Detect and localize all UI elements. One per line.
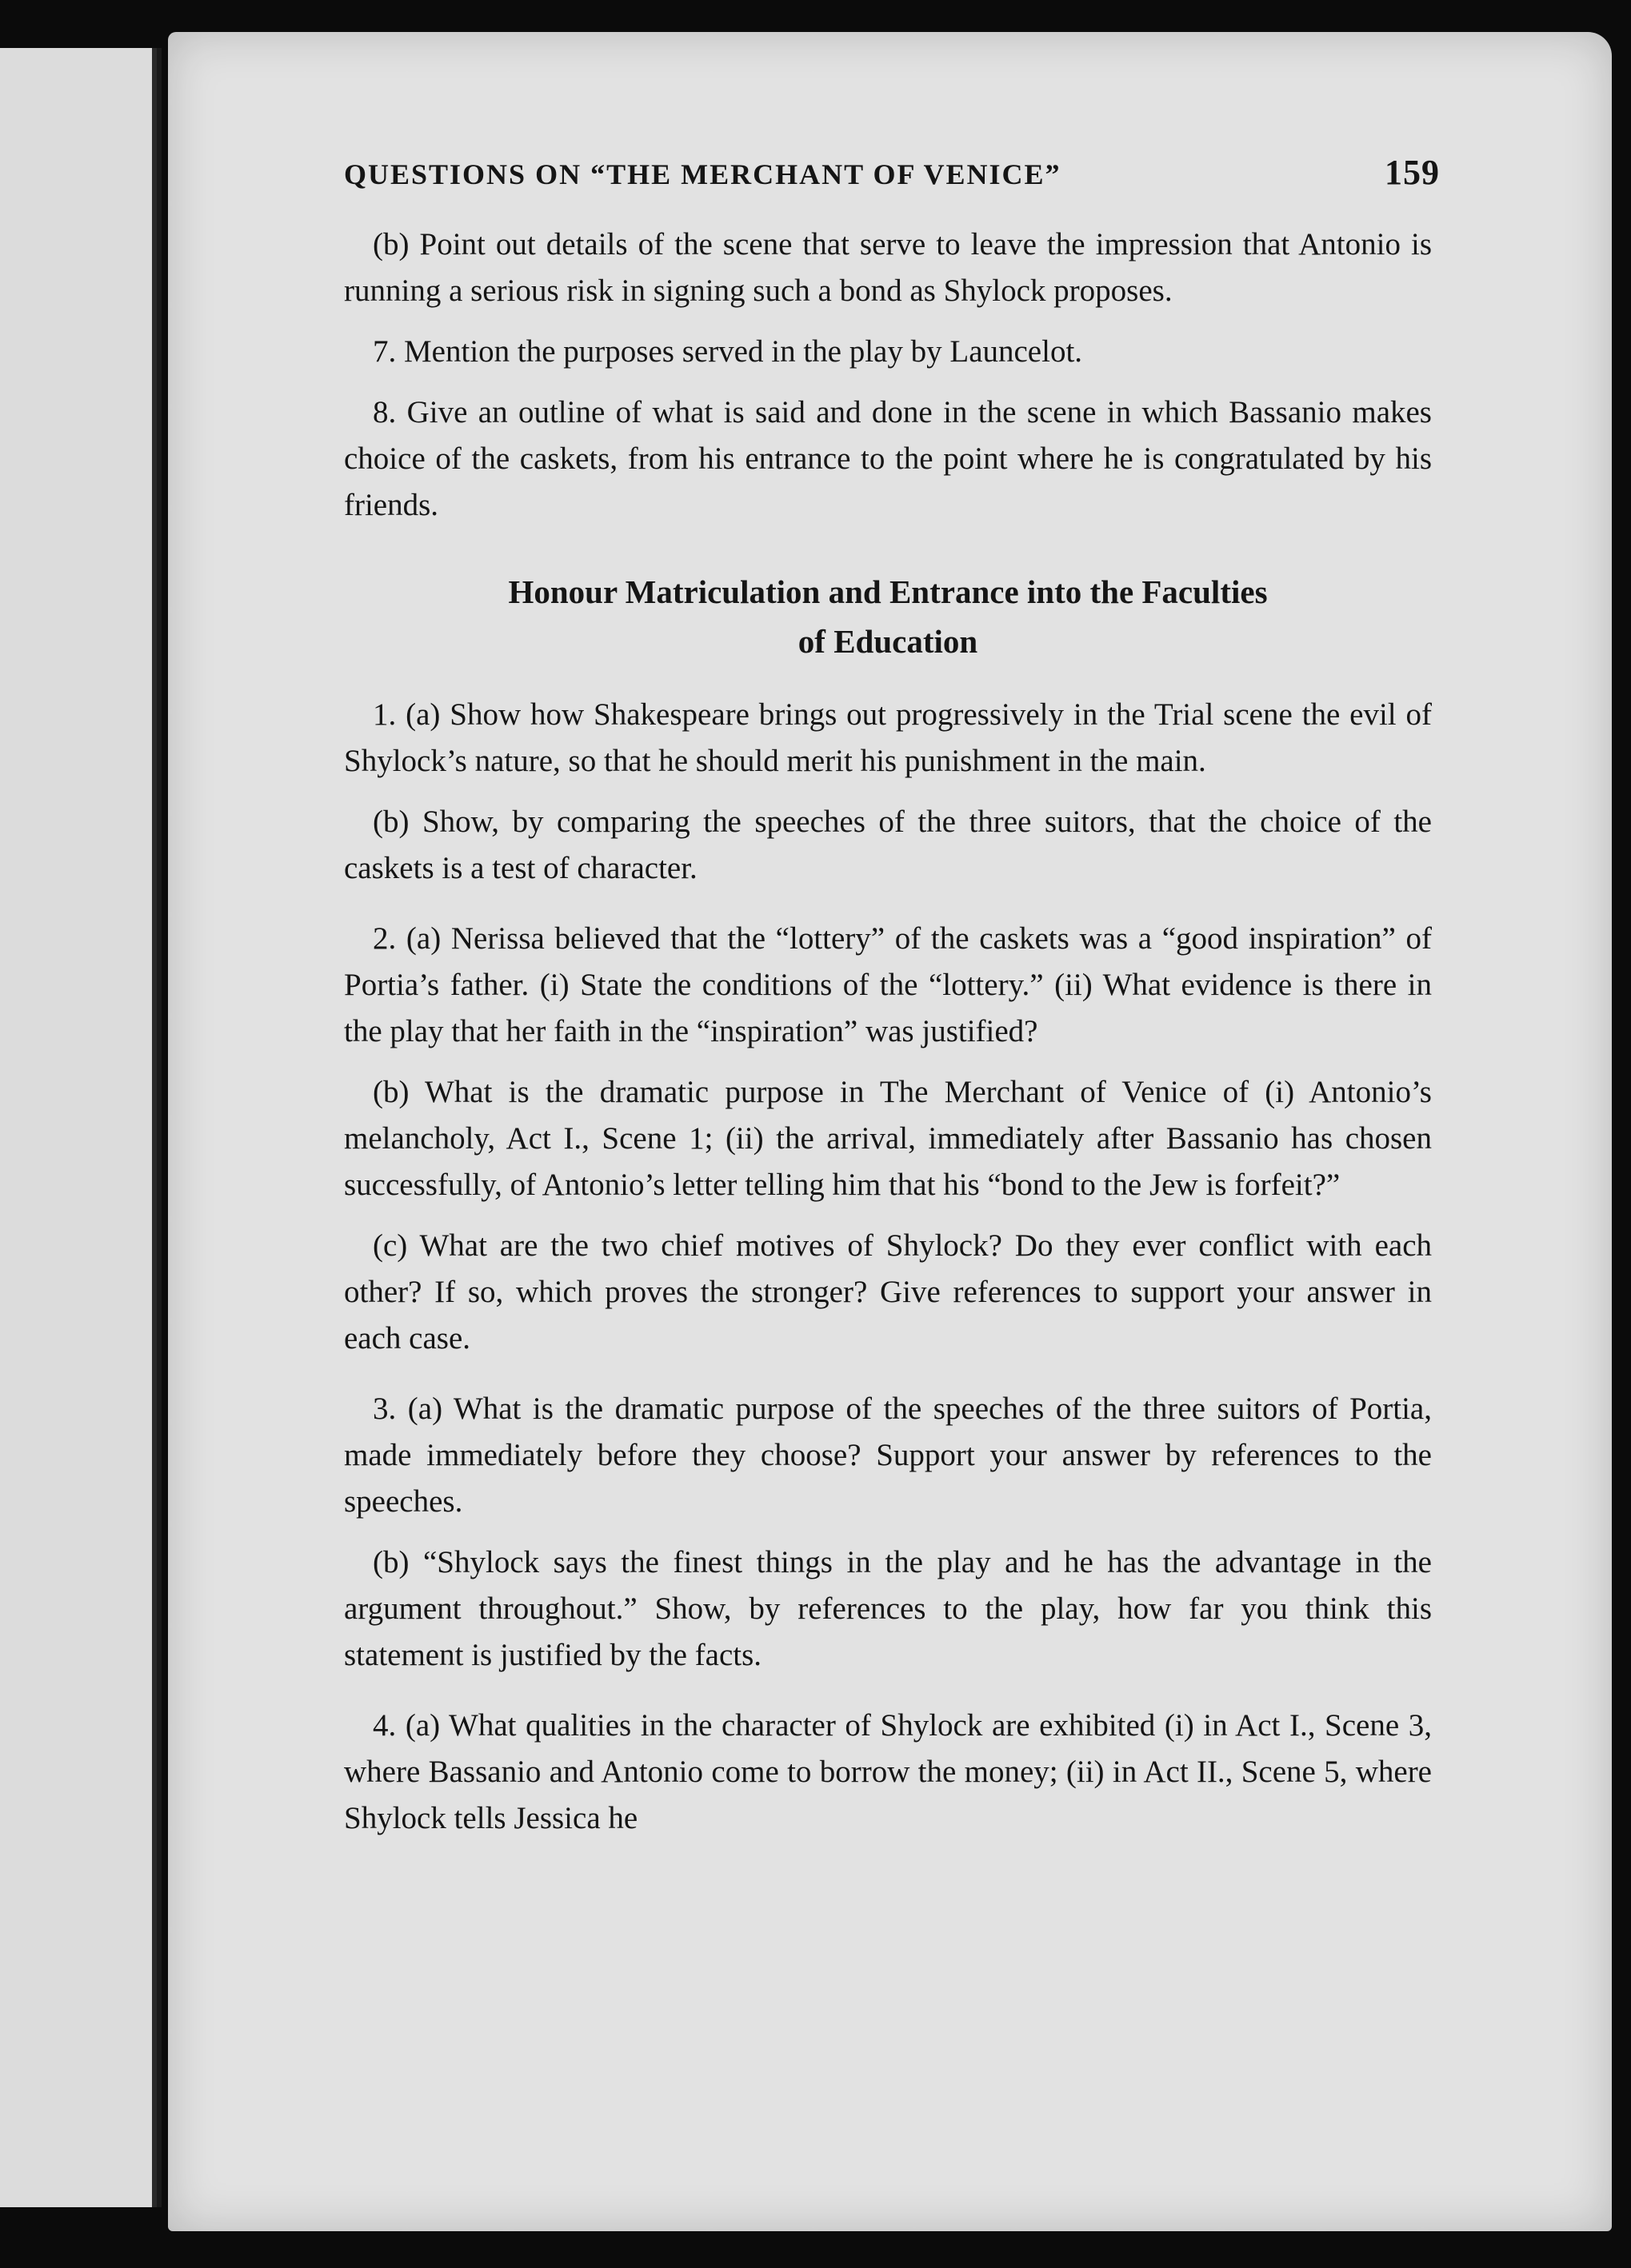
- question-1a: 1. (a) Show how Shakespeare brings out progressively in the Trial scene the evil of Shylock’s nature, so that he should merit his punishment in the main.: [344, 697, 1432, 778]
- question-4a: 4. (a) What qualities in the character of Shylock are exhibited (i) in Act I., Scene 3, where Bassanio and Antonio come to borrow the money; (ii) in Act II., Scene 5, where Shylock tells Jessica he: [344, 1708, 1432, 1835]
- running-title: QUESTIONS ON “THE MERCHANT OF VENICE”: [344, 158, 1061, 190]
- page-number: 159: [1385, 153, 1440, 192]
- question-2b: (b) What is the dramatic purpose in The Merchant of Venice of (i) Antonio’s melancholy, Act I., Scene 1; (ii) the arrival, immediately after Bassanio has chosen successfully, of Antonio’s letter telling him that his “bond to the Jew is forfeit?”: [344, 1075, 1432, 1202]
- question-6b: (b) Point out details of the scene that serve to leave the impression that Antonio is running a serious risk in signing such a bond as Shylock proposes.: [344, 227, 1432, 308]
- question-3b: (b) “Shylock says the finest things in the play and he has the advantage in the argument throughout.” Show, by references to the play, how far you think this statement is justified by the facts.: [344, 1545, 1432, 1672]
- question-7: 7. Mention the purposes served in the play by Launcelot.: [373, 334, 1083, 369]
- question-3a: 3. (a) What is the dramatic purpose of the speeches of the three suitors of Portia, made immediately before they choose? Support your answer by references to the speeches.: [344, 1392, 1432, 1519]
- question-2a: 2. (a) Nerissa believed that the “lottery” of the caskets was a “good inspiration” of Portia’s father. (i) State the conditions of the “lottery.” (ii) What evidence is there in the play that her faith in the “inspiration” was justified?: [344, 921, 1432, 1048]
- section-heading-line-1: Honour Matriculation and Entrance into the Faculties: [508, 573, 1268, 610]
- left-page-edge: [0, 48, 162, 2207]
- book-gutter: [152, 48, 157, 2207]
- section-heading-line-2: of Education: [798, 623, 978, 660]
- page-content: [344, 152, 1440, 1856]
- section-heading: [344, 567, 1432, 666]
- book-page: [168, 32, 1612, 2231]
- running-header: [344, 152, 1440, 193]
- question-1b: (b) Show, by comparing the speeches of the three suitors, that the choice of the caskets is a test of character.: [344, 805, 1432, 885]
- question-2c: (c) What are the two chief motives of Shylock? Do they ever conflict with each other? If so, which proves the stronger? Give references to support your answer in each case.: [344, 1228, 1432, 1356]
- question-8: 8. Give an outline of what is said and done in the scene in which Bassanio makes choice of the caskets, from his entrance to the point where he is congratulated by his friends.: [344, 395, 1432, 522]
